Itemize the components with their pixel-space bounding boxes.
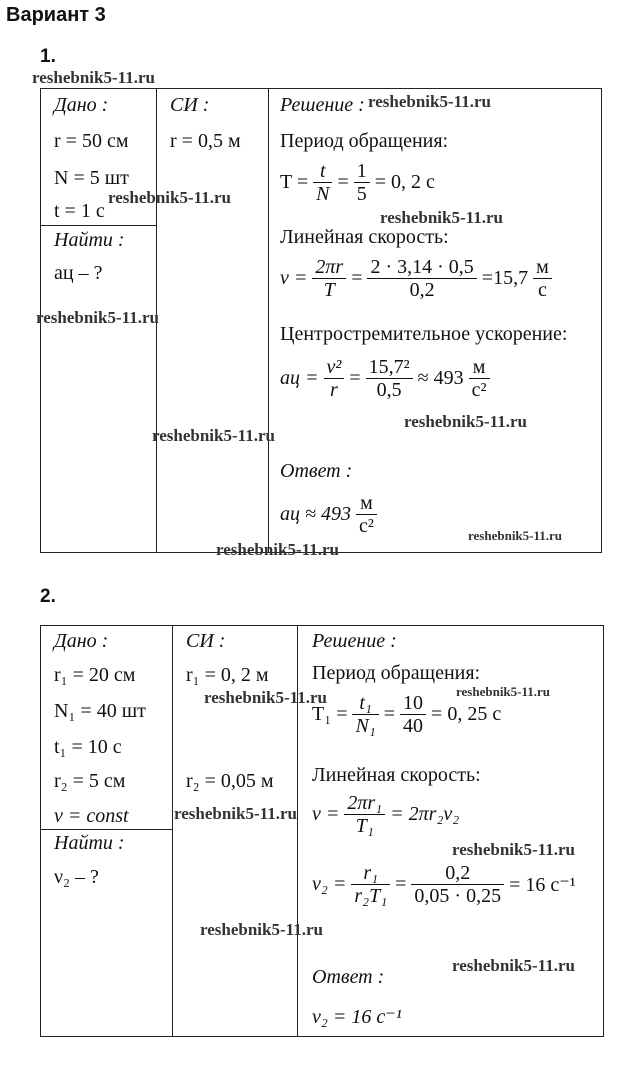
p2-answer: ν₂ = 16 с⁻¹ [312,1006,402,1028]
watermark: reshebnik5-11.ru [204,688,327,707]
p1-velocity-num2: 2 · 3,14 · 0,5 [367,256,476,279]
watermark: reshebnik5-11.ru [368,92,491,111]
p1-answer-unit-den: с² [358,515,374,537]
p1-velocity-num1: 2πr [312,256,346,279]
p1-accel-den2: 0,5 [376,379,402,401]
p2-velocity-lhs: v = [312,803,340,825]
p1-accel-lhs: aц = [280,367,319,389]
p2-freq-lhs: ν₂ = [312,873,347,895]
p1-answer-lhs: aц ≈ 493 [280,503,351,525]
p2-freq-formula: ν₂ = $\frac{\text{r₁}}{\text{r₂T₁}}$ = $\frac{0,2}{0,05 \cdot 0,25}$ = 16 с⁻¹ [312,862,576,907]
problem-2-divider-given [172,625,173,1037]
p2-given-3: t₁ = 10 с [54,736,122,758]
watermark: reshebnik5-11.ru [32,68,155,87]
p1-velocity-den1: T [323,279,335,301]
p1-velocity-lhs: v = [280,267,308,289]
p2-given-header: Дано : [54,630,109,652]
p2-velocity-num1: 2πr₁ [344,792,385,815]
watermark: reshebnik5-11.ru [108,188,231,207]
p1-find-value: aц – ? [54,262,103,284]
p1-given-header: Дано : [54,94,109,116]
p1-si-header: СИ : [170,94,210,116]
p1-accel-den1: r [330,379,338,401]
p1-velocity-den2: 0,2 [409,279,435,301]
p2-period-label: Период обращения: [312,662,481,684]
p1-accel-formula: aц = $\frac{\text{v²}}{r}$ = $\frac{\text{15,7²}}{0,5}$ ≈ 493 $\frac{м}{\text{с²}}$ [280,356,490,401]
p1-period-result: = 0, 2 с [374,171,435,193]
p2-given-1: r₁ = 20 см [54,664,136,686]
p1-given-3: t = 1 с [54,200,105,222]
problem-2-number: 2. [40,586,56,607]
p2-period-num1: t₁ [352,692,378,715]
watermark: reshebnik5-11.ru [36,308,159,327]
p1-si-1: r = 0,5 м [170,130,241,152]
p2-solution-header: Решение : [312,630,397,652]
watermark: reshebnik5-11.ru [200,920,323,939]
p1-find-header: Найти : [54,229,125,251]
p2-period-den2: 40 [403,715,424,737]
p2-period-lhs: T₁ = [312,703,348,725]
p1-velocity-label: Линейная скорость: [280,226,449,248]
p2-si-header: СИ : [186,630,226,652]
p2-freq-den2: 0,05 · 0,25 [414,885,502,907]
p1-solution-header: Решение : [280,94,365,116]
p2-answer-header: Ответ : [312,966,385,988]
p1-accel-num1: v² [324,356,345,379]
watermark: reshebnik5-11.ru [174,804,297,823]
p2-given-4: r₂ = 5 см [54,770,126,792]
p1-period-den2: 5 [356,183,367,205]
p1-answer-header: Ответ : [280,460,353,482]
problem-1-divider-si [268,88,269,553]
p1-period-label: Период обращения: [280,130,449,152]
watermark: reshebnik5-11.ru [452,956,575,975]
p1-given-1: r = 50 см [54,130,129,152]
problem-1-number: 1. [40,46,56,67]
p2-freq-num1: r₁ [351,862,390,885]
watermark: reshebnik5-11.ru [380,208,503,227]
p2-period-formula: T₁ = $\frac{\text{t₁}}{\text{N₁}}$ = $\frac{10}{40}$ = 0, 25 с [312,692,502,737]
watermark: reshebnik5-11.ru [468,528,563,543]
p1-velocity-unit-den: с [537,279,547,301]
p2-freq-den1: r₂T₁ [354,885,388,907]
p1-velocity-formula: v = $\frac{2\pi r}{T}$ = $\frac{2 \cdot 3,14 \cdot 0,5}{0,2}$ =15,7 $\frac{м}{с}$ [280,256,552,301]
watermark: reshebnik5-11.ru [456,684,551,699]
p1-velocity-result: =15,7 [481,267,529,289]
p1-period-num1: t [313,160,332,183]
watermark: reshebnik5-11.ru [152,426,275,445]
p2-velocity-result: = 2πr₂ν₂ [390,803,460,825]
p2-given-2: N₁ = 40 шт [54,700,146,722]
p2-velocity-den1: T₁ [355,815,374,837]
p1-period-lhs: T = [280,171,309,193]
p1-period-den1: N [316,183,330,205]
p1-given-2: N = 5 шт [54,167,129,189]
p1-accel-label: Центростремительное ускорение: [280,323,568,345]
p2-given-5: v = const [54,805,129,827]
p1-answer-unit-num: м [356,492,377,515]
p2-find-header: Найти : [54,832,125,854]
p2-si-2: r₂ = 0,05 м [186,770,274,792]
problem-1-divider-find [40,225,157,226]
p2-period-den1: N₁ [355,715,376,737]
p2-velocity-label: Линейная скорость: [312,764,481,786]
p2-si-1: r₁ = 0, 2 м [186,664,269,686]
p1-period-formula: T = $\frac{t}{N}$ = $\frac{1}{5}$ = 0, 2 с [280,160,435,205]
watermark: reshebnik5-11.ru [452,840,575,859]
watermark: reshebnik5-11.ru [216,540,339,559]
p2-period-result: = 0, 25 с [431,703,502,725]
watermark: reshebnik5-11.ru [404,412,527,431]
p2-freq-result: = 16 с⁻¹ [509,874,576,896]
p1-period-num2: 1 [354,160,370,183]
problem-2-divider-si [297,625,298,1037]
p2-freq-num2: 0,2 [411,862,504,885]
p1-accel-unit-den: с² [471,379,487,401]
p2-period-num2: 10 [400,692,426,715]
problem-2-divider-find [40,829,173,830]
p2-find-value: ν₂ – ? [54,866,99,888]
p1-answer [280,492,377,537]
p1-velocity-unit-num: м [533,256,552,279]
variant-title: Вариант 3 [6,4,106,26]
p2-velocity-formula [312,792,459,837]
p1-accel-unit-num: м [469,356,490,379]
p1-accel-num2: 15,7² [366,356,413,379]
p1-accel-result: ≈ 493 [417,367,464,389]
